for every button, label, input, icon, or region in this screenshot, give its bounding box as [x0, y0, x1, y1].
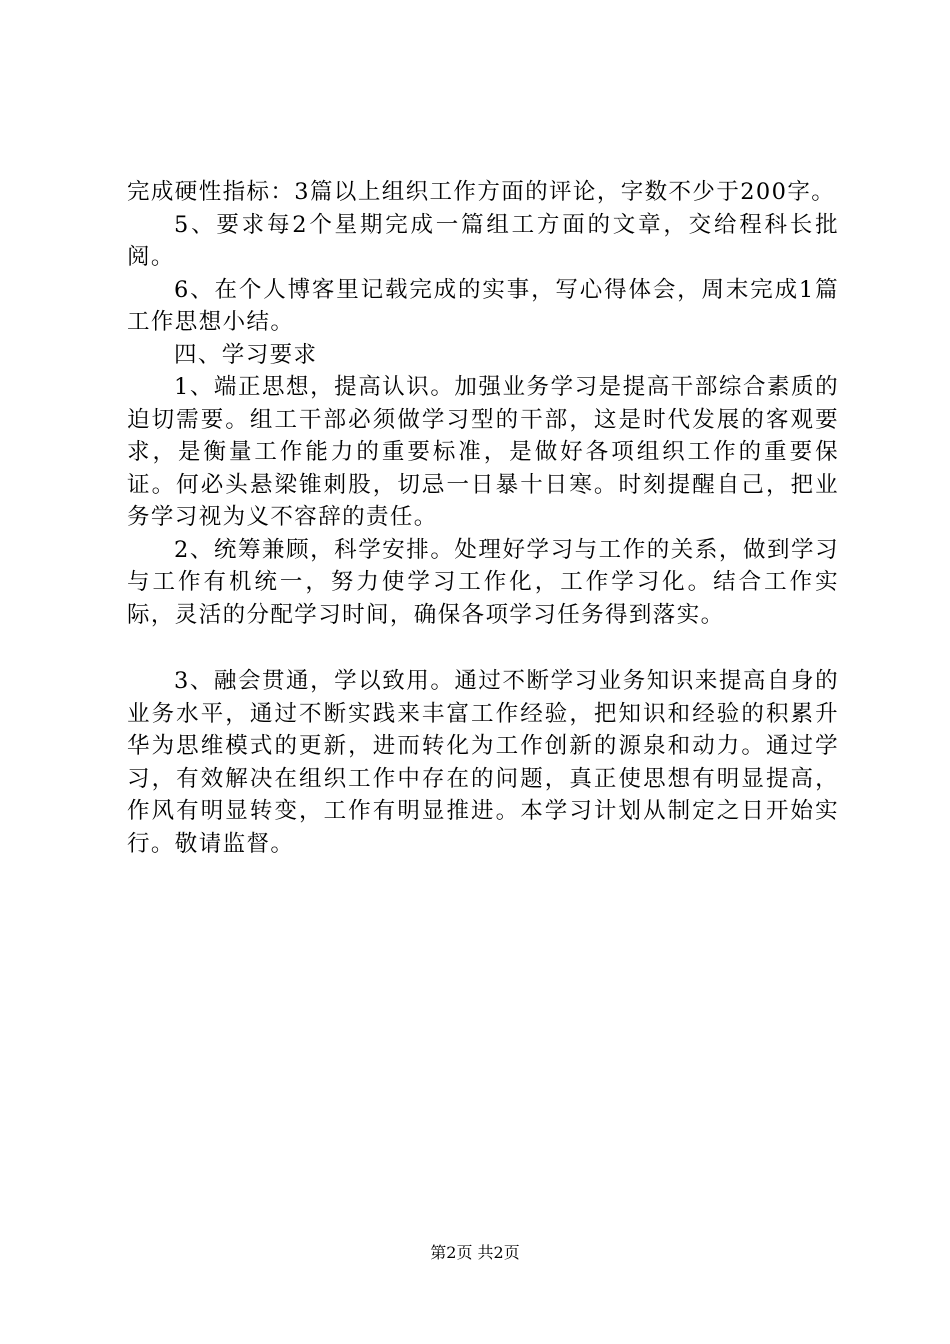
paragraph-item-6: 6、在个人博客里记载完成的实事，写心得体会，周末完成1篇工作思想小结。 [127, 276, 839, 335]
paragraph-requirement-3: 3、融会贯通，学以致用。通过不断学习业务知识来提高自身的业务水平，通过不断实践来丰富工作经验，把知识和经验的积累升华为思维模式的更新，进而转化为工作创新的源泉和动力。通过学习，有效解决在组织工作中存在的问题，真正使思想有明显提高，作风有明显转变，工作有明显推进。本学习计划从制定之日开始实行。敬请监督。 [127, 668, 839, 857]
section-heading: 四、学习要求 [174, 341, 318, 368]
page-footer: 第2页 共2页 [430, 1243, 520, 1262]
document-body [127, 176, 839, 860]
paragraph-item-5: 5、要求每2个星期完成一篇组工方面的文章，交给程科长批阅。 [127, 211, 839, 270]
paragraph-continuation: 完成硬性指标：3篇以上组织工作方面的评论，字数不少于200字。 [127, 179, 836, 205]
paragraph-requirement-2: 2、统筹兼顾，科学安排。处理好学习与工作的关系，做到学习与工作有机统一，努力使学习工作化，工作学习化。结合工作实际，灵活的分配学习时间，确保各项学习任务得到落实。 [127, 536, 839, 628]
paragraph-requirement-1: 1、端正思想，提高认识。加强业务学习是提高干部综合素质的迫切需要。组工干部必须做学习型的干部，这是时代发展的客观要求，是衡量工作能力的重要标准，是做好各项组织工作的重要保证。何必头悬梁锥刺股，切忌一日暴十日寒。时刻提醒自己，把业务学习视为义不容辞的责任。 [127, 374, 839, 530]
